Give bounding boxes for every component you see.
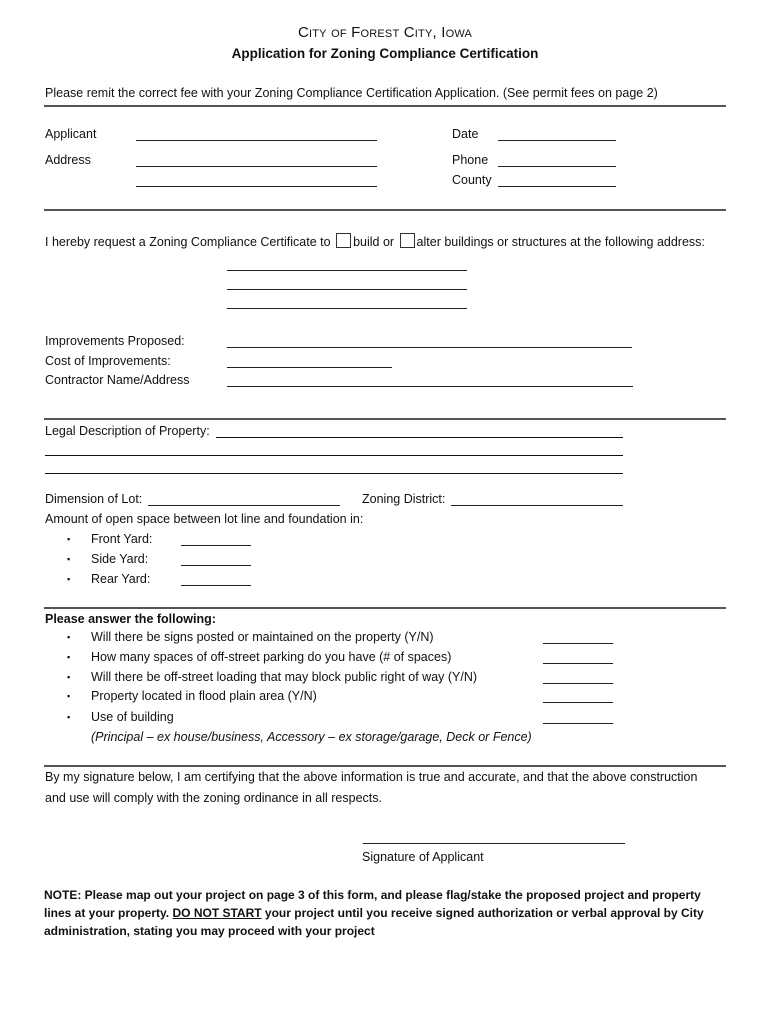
date-field[interactable]: [498, 140, 616, 141]
note-paragraph: [44, 886, 728, 940]
divider: [44, 765, 726, 767]
alter-checkbox[interactable]: [400, 233, 415, 248]
answer-use-of-building-field[interactable]: [543, 723, 613, 724]
questions-heading: Please answer the following:: [45, 612, 216, 626]
signature-field[interactable]: [363, 843, 625, 844]
address-label: Address: [45, 153, 91, 167]
bullet-icon: ▪: [67, 691, 71, 701]
phone-label: Phone: [452, 153, 489, 167]
open-space-label: Amount of open space between lot line and foundation in:: [45, 512, 364, 526]
applicant-label: Applicant: [45, 127, 97, 141]
alter-label: alter buildings or structures at the following address:: [416, 235, 705, 249]
divider: [44, 418, 726, 420]
page-subtitle: Application for Zoning Compliance Certification: [231, 46, 539, 61]
date-label: Date: [452, 127, 479, 141]
lot-dimension-label: Dimension of Lot:: [45, 492, 143, 506]
site-address-line-3[interactable]: [227, 308, 467, 309]
build-label: build or: [353, 235, 395, 249]
rear-yard-label: Rear Yard:: [91, 572, 151, 586]
question-parking: How many spaces of off-street parking do you have (# of spaces): [91, 650, 452, 664]
request-text: I hereby request a Zoning Compliance Certificate to: [45, 235, 331, 249]
question-signs: Will there be signs posted or maintained on the property (Y/N): [91, 630, 434, 644]
bullet-icon: ▪: [67, 672, 71, 682]
use-of-building-note: (Principal – ex house/business, Accessory – ex storage/garage, Deck or Fence): [91, 730, 532, 744]
front-yard-label: Front Yard:: [91, 532, 153, 546]
question-loading: Will there be off-street loading that may block public right of way (Y/N): [91, 670, 478, 684]
bullet-icon: ▪: [67, 534, 71, 544]
bullet-icon: ▪: [67, 574, 71, 584]
signature-label: Signature of Applicant: [362, 850, 484, 864]
note-lead: NOTE: Please map out your project on page 3 of this form, and please flag/stake the proposed project and property lines at your property.: [44, 888, 701, 920]
side-yard-label: Side Yard:: [91, 552, 149, 566]
certification-text-line-1: By my signature below, I am certifying that the above information is true and accurate, and that the above construction: [45, 770, 698, 784]
note-emphasis: DO NOT START: [172, 906, 262, 920]
contractor-label: Contractor Name/Address: [45, 373, 190, 387]
legal-description-label: Legal Description of Property:: [45, 424, 210, 438]
site-address-line-2[interactable]: [227, 289, 467, 290]
question-use-of-building: Use of building: [91, 710, 174, 724]
site-address-line-1[interactable]: [227, 270, 467, 271]
side-yard-field[interactable]: [181, 565, 251, 566]
zoning-district-field[interactable]: [451, 505, 623, 506]
cost-field[interactable]: [227, 367, 392, 368]
bullet-icon: ▪: [67, 712, 71, 722]
answer-flood-plain-field[interactable]: [543, 702, 613, 703]
address-field-line-2[interactable]: [136, 186, 377, 187]
question-flood-plain: Property located in flood plain area (Y/N): [91, 689, 317, 703]
bullet-icon: ▪: [67, 652, 71, 662]
cost-label: Cost of Improvements:: [45, 354, 171, 368]
applicant-field[interactable]: [136, 140, 377, 141]
county-field[interactable]: [498, 186, 616, 187]
bullet-icon: ▪: [67, 554, 71, 564]
bullet-icon: ▪: [67, 632, 71, 642]
request-statement: [45, 233, 705, 249]
page-title: City of Forest City, Iowa: [297, 24, 473, 41]
divider: [44, 209, 726, 211]
county-label: County: [452, 173, 492, 187]
answer-loading-field[interactable]: [543, 683, 613, 684]
divider: [44, 607, 726, 609]
legal-description-field-2[interactable]: [45, 455, 623, 456]
lot-dimension-field[interactable]: [148, 505, 340, 506]
rear-yard-field[interactable]: [181, 585, 251, 586]
legal-description-field-1[interactable]: [216, 437, 623, 438]
certification-text-line-2: and use will comply with the zoning ordinance in all respects.: [45, 791, 382, 805]
note-rest: your project until you receive signed authorization or verbal approval by City administration, stating you may proceed with your project: [44, 906, 704, 938]
legal-description-field-3[interactable]: [45, 473, 623, 474]
front-yard-field[interactable]: [181, 545, 251, 546]
zoning-district-label: Zoning District:: [362, 492, 446, 506]
answer-signs-field[interactable]: [543, 643, 613, 644]
divider: [44, 105, 726, 107]
fee-instruction: Please remit the correct fee with your Zoning Compliance Certification Application. (See permit fees on page 2): [45, 86, 658, 100]
build-checkbox[interactable]: [336, 233, 351, 248]
address-field-line-1[interactable]: [136, 166, 377, 167]
improvements-proposed-label: Improvements Proposed:: [45, 334, 185, 348]
contractor-field[interactable]: [227, 386, 633, 387]
answer-parking-field[interactable]: [543, 663, 613, 664]
improvements-proposed-field[interactable]: [227, 347, 632, 348]
phone-field[interactable]: [498, 166, 616, 167]
